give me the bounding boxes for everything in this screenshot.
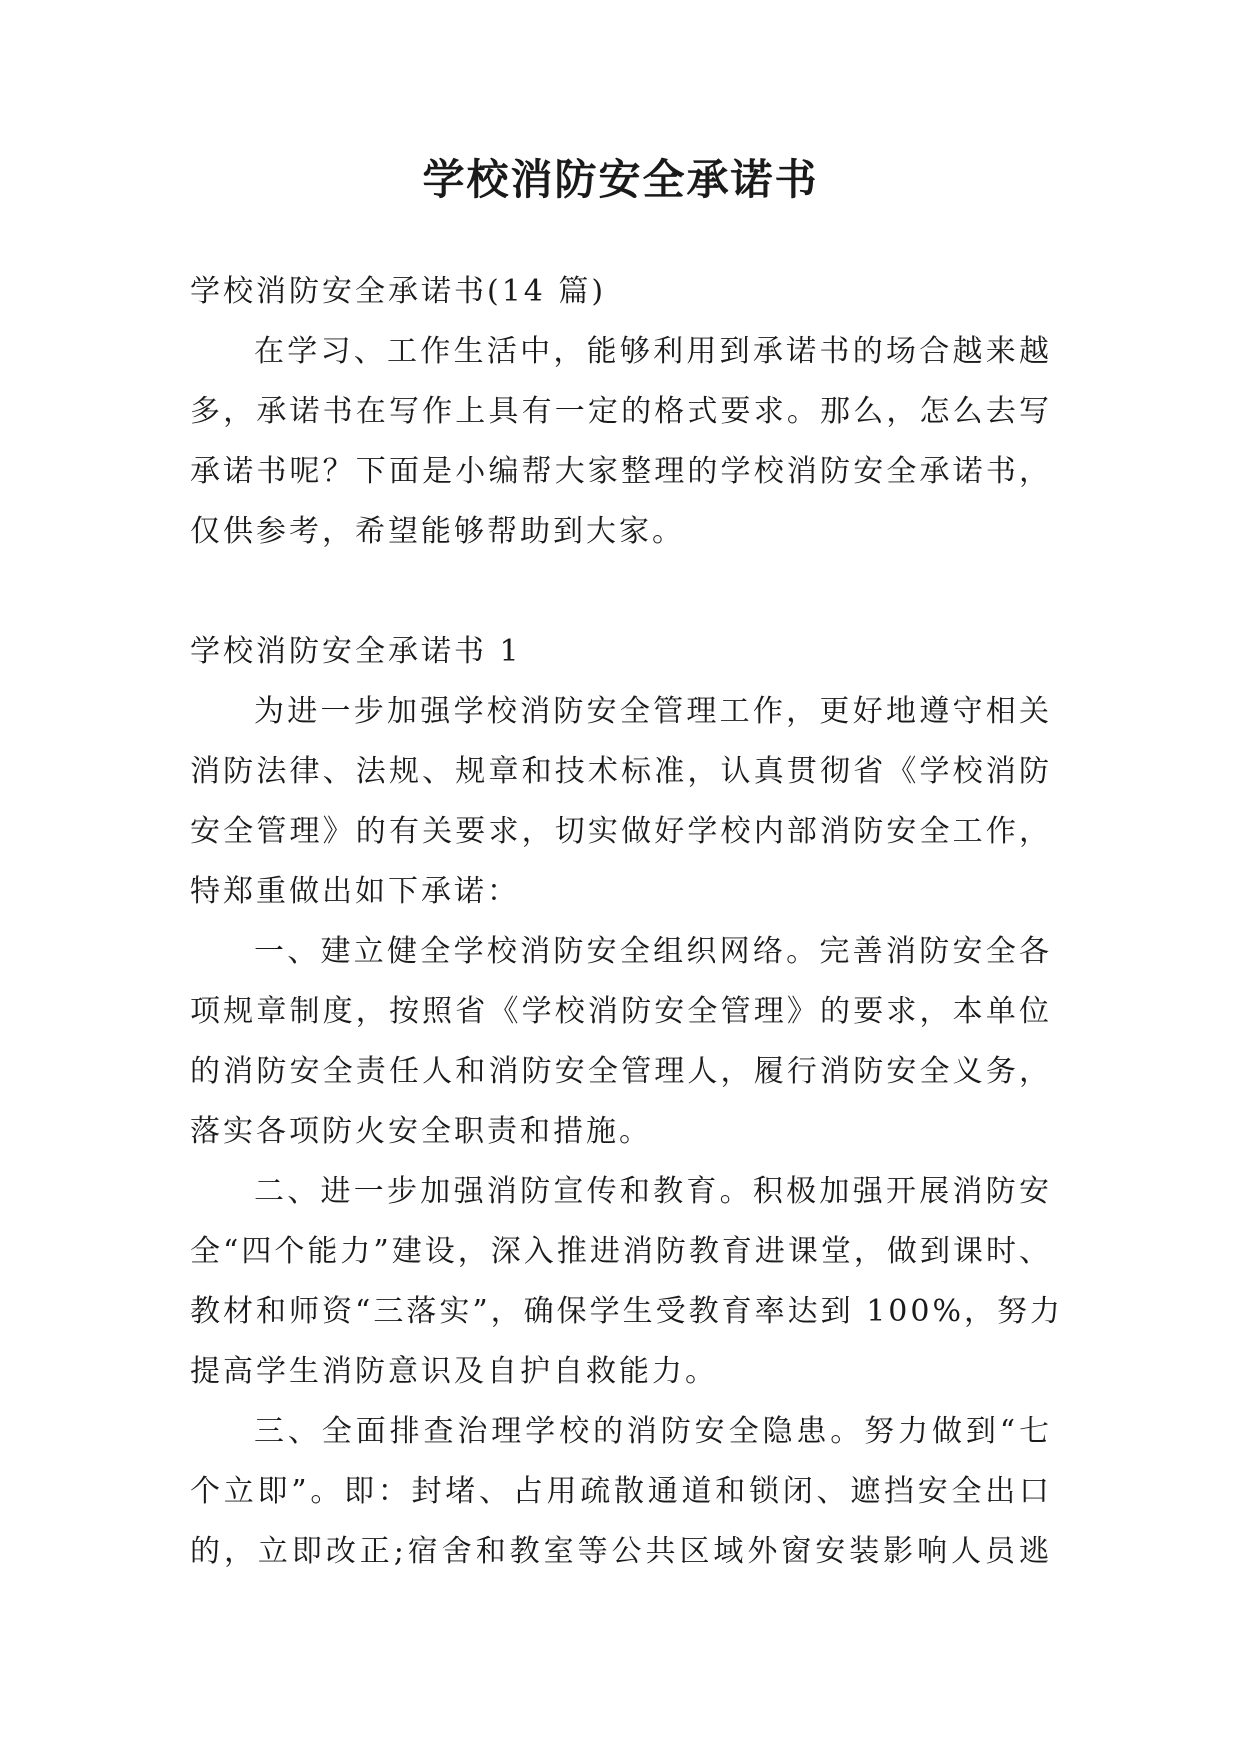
paragraph-line: 特郑重做出如下承诺：: [190, 874, 520, 909]
intro-paragraph: [190, 322, 1052, 562]
section1-paragraph-1: [190, 682, 1052, 922]
paragraph-spacer: [190, 562, 1052, 622]
paragraph-line: 为进一步加强学校消防安全管理工作，更好地遵守相关: [254, 694, 1052, 729]
paragraph-line: 三、全面排查治理学校的消防安全隐患。努力做到“七: [254, 1414, 1052, 1449]
section1-item-2: [190, 1162, 1063, 1402]
paragraph-line: 项规章制度，按照省《学校消防安全管理》的要求，本单位: [190, 994, 1052, 1029]
paragraph-line: 多，承诺书在写作上具有一定的格式要求。那么，怎么去写: [190, 394, 1052, 429]
paragraph-line: 的消防安全责任人和消防安全管理人，履行消防安全义务，: [190, 1054, 1052, 1089]
section1-item-1: [190, 922, 1052, 1162]
paragraph-line: 全“四个能力”建设，深入推进消防教育进课堂，做到课时、: [190, 1234, 1052, 1269]
paragraph-line: 个立即”。即：封堵、占用疏散通道和锁闭、遮挡安全出口: [190, 1474, 1052, 1509]
paragraph-line: 教材和师资“三落实”，确保学生受教育率达到 100%，努力: [190, 1294, 1063, 1329]
paragraph-line: 消防法律、法规、规章和技术标准，认真贯彻省《学校消防: [190, 754, 1052, 789]
paragraph-line: 安全管理》的有关要求，切实做好学校内部消防安全工作，: [190, 814, 1052, 849]
document-body: [190, 262, 1063, 1582]
paragraph-line: 承诺书呢？下面是小编帮大家整理的学校消防安全承诺书，: [190, 454, 1052, 489]
section1-item-3: [190, 1402, 1052, 1582]
paragraph-line: 仅供参考，希望能够帮助到大家。: [190, 514, 685, 549]
section-heading: 学校消防安全承诺书 1: [190, 634, 522, 669]
paragraph-line: 的，立即改正;宿舍和教室等公共区域外窗安装影响人员逃: [190, 1534, 1052, 1569]
paragraph-line: 提高学生消防意识及自护自救能力。: [190, 1354, 718, 1389]
paragraph-line: 落实各项防火安全职责和措施。: [190, 1114, 652, 1149]
document-title: 学校消防安全承诺书: [422, 155, 819, 204]
document-subtitle: 学校消防安全承诺书(14 篇): [190, 274, 607, 309]
paragraph-line: 一、建立健全学校消防安全组织网络。完善消防安全各: [254, 934, 1052, 969]
paragraph-line: 在学习、工作生活中，能够利用到承诺书的场合越来越: [254, 334, 1052, 369]
paragraph-line: 二、进一步加强消防宣传和教育。积极加强开展消防安: [254, 1174, 1052, 1209]
